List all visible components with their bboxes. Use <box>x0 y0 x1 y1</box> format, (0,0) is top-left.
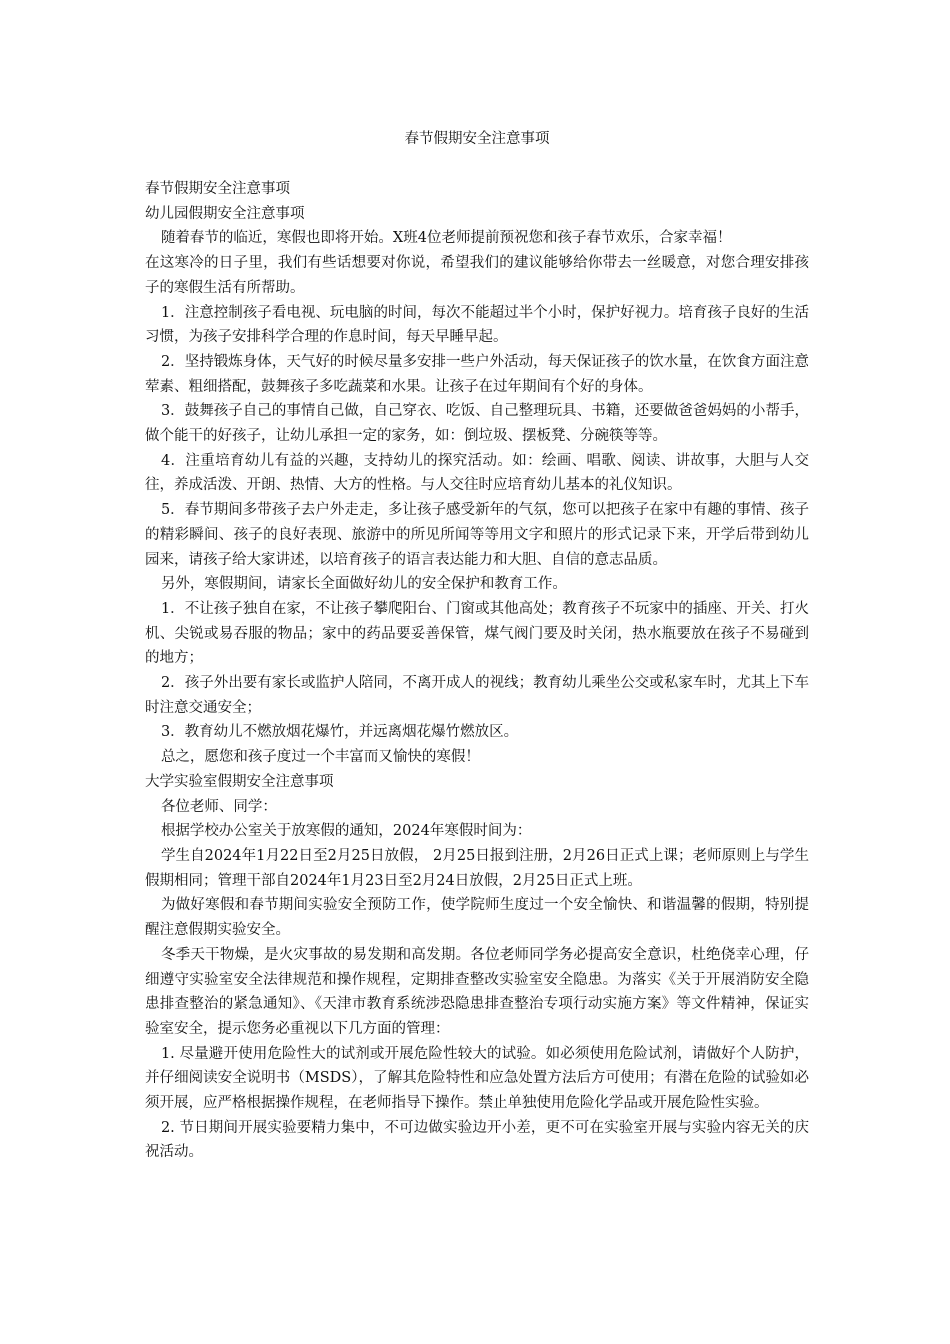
list-item: 5．春节期间多带孩子去户外走走，多让孩子感受新年的气氛，您可以把孩子在家中有趣的事情、孩子的精彩瞬间、孩子的良好表现、旅游中的所见所闻等等用文字和照片的形式记录下来，开学后带到幼儿园来，请孩子给大家讲述，以培育孩子的语言表达能力和大胆、自信的意志品质。 <box>145 502 809 568</box>
list-item: 3．教育幼儿不燃放烟花爆竹，并远离烟花爆竹燃放区。 <box>160 724 519 741</box>
paragraph: 各位老师、同学： <box>160 798 277 815</box>
list-item: 1．不让孩子独自在家，不让孩子攀爬阳台、门窗或其他高处；教育孩子不玩家中的插座、开关、打火机、尖锐或易吞服的物品；家中的药品要妥善保管，煤气阀门要及时关闭，热水瓶要放在孩子不易碰到的地方； <box>145 600 809 667</box>
list-item: 2．坚持锻炼身体，天气好的时候尽量多安排一些户外活动，每天保证孩子的饮水量，在饮食方面注意荤素、粗细搭配，鼓舞孩子多吃蔬菜和水果。让孩子在过年期间有个好的身体。 <box>145 353 809 395</box>
document-body <box>145 177 809 1165</box>
list-item: 4．注重培育幼儿有益的兴趣，支持幼儿的探究活动。如：绘画、唱歌、阅读、讲故事，大胆与人交往，养成活泼、开朗、热情、大方的性格。与人交往时应培育幼儿基本的礼仪知识。 <box>145 452 809 494</box>
list-item: 2. 节日期间开展实验要精力集中，不可边做实验边开小差，更不可在实验室开展与实验内容无关的庆祝活动。 <box>145 1119 809 1161</box>
paragraph: 为做好寒假和春节期间实验安全预防工作，使学院师生度过一个安全愉快、和谐温馨的假期，特别提醒注意假期实验安全。 <box>145 897 809 939</box>
list-item: 2．孩子外出要有家长或监护人陪同，不离开成人的视线；教育幼儿乘坐公交或私家车时，尤其上下车时注意交通安全； <box>145 675 809 716</box>
paragraph: 在这寒冷的日子里，我们有些话想要对你说，希望我们的建议能够给你带去一丝暖意，对您合理安排孩子的寒假生活有所帮助。 <box>145 255 809 296</box>
section-heading: 春节假期安全注意事项 <box>145 181 290 197</box>
list-item: 3．鼓舞孩子自己的事情自己做，自己穿衣、吃饭、自己整理玩具、书籍，还要做爸爸妈妈的小帮手，做个能干的好孩子，让幼儿承担一定的家务，如：倒垃圾、摆板凳、分碗筷等等。 <box>145 403 809 445</box>
document-title: 春节假期安全注意事项 <box>404 131 550 147</box>
paragraph: 学生自2024年1月22日至2月25日放假， 2月25日报到注册，2月26日正式上课；老师原则上与学生假期相同；管理干部自2024年1月23日至2月24日放假，2月25日正式上班。 <box>145 847 809 889</box>
paragraph: 另外，寒假期间，请家长全面做好幼儿的安全保护和教育工作。 <box>160 576 567 593</box>
paragraph: 总之，愿您和孩子度过一个丰富而又愉快的寒假！ <box>160 749 480 766</box>
list-item: 1．注意控制孩子看电视、玩电脑的时间，每次不能超过半个小时，保护好视力。培育孩子良好的生活习惯，为孩子安排科学合理的作息时间，每天早睡早起。 <box>145 304 809 346</box>
paragraph: 根据学校办公室关于放寒假的通知，2024年寒假时间为： <box>160 823 532 840</box>
list-item: 1. 尽量避开使用危险性大的试剂或开展危险性较大的试验。如必须使用危险试剂，请做好个人防护，并仔细阅读安全说明书（MSDS），了解其危险特性和应急处置方法后方可使用；有潜在危险的试验如必须开展，应严格根据操作规程，在老师指导下操作。禁止单独使用危险化学品或开展危险性实验。 <box>145 1045 809 1112</box>
paragraph: 冬季天干物燥，是火灾事故的易发期和高发期。各位老师同学务必提高安全意识，杜绝侥幸心理，仔细遵守实验室安全法律规范和操作规程，定期排查整改实验室安全隐患。为落实《关于开展消防安全隐患排查整治的紧急通知》、《天津市教育系统涉恐隐患排查整治专项行动实施方案》等文件精神，保证实验室安全，提示您务必重视以下几方面的管理： <box>145 946 809 1037</box>
section-heading: 大学实验室假期安全注意事项 <box>145 773 334 790</box>
section-heading: 幼儿园假期安全注意事项 <box>145 205 305 222</box>
paragraph: 随着春节的临近，寒假也即将开始。X班4位老师提前预祝您和孩子春节欢乐，合家幸福！ <box>160 230 732 247</box>
